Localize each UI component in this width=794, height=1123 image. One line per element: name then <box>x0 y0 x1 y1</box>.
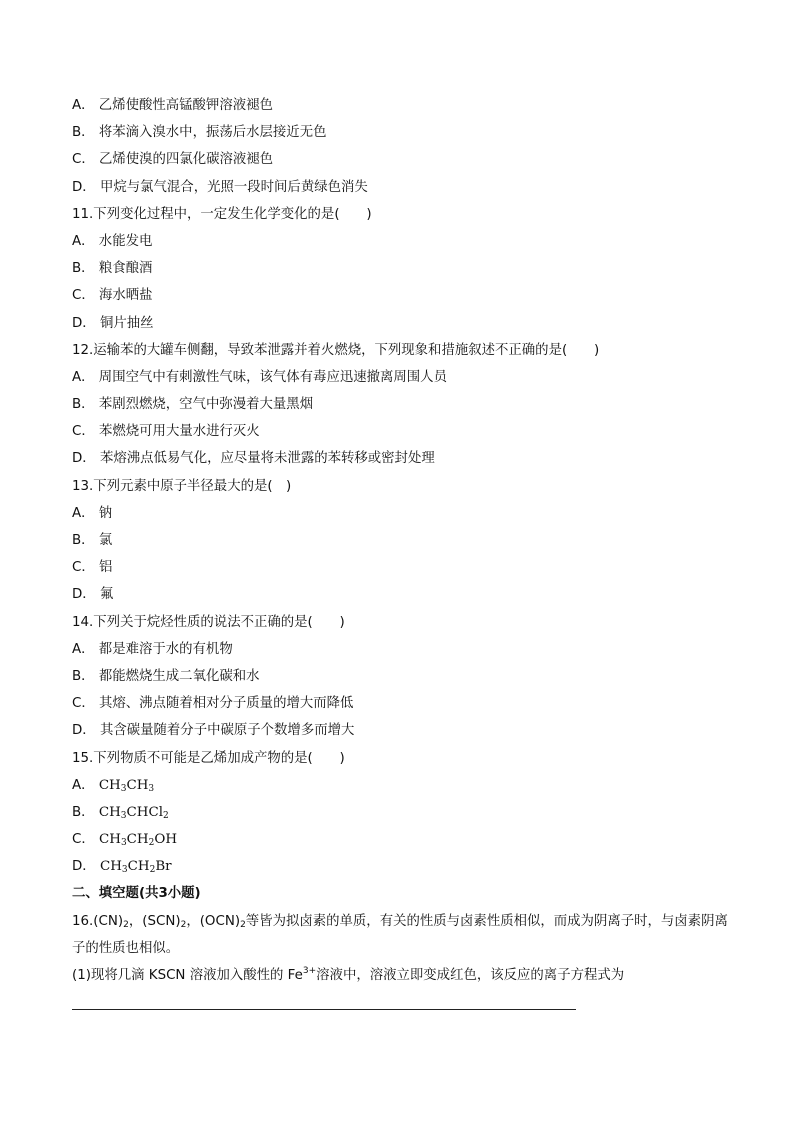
option-line: C． 海水晒盐 <box>72 288 153 304</box>
question-14: 14.下列关于烷烃性质的说法不正确的是( ) <box>72 614 345 630</box>
option-line: D． 氟 <box>72 587 114 603</box>
question-16: $16.(CN)_2$，$(SCN)_2$，$(OCN)_2$等皆为拟卤素的单质，有关的性质与卤素性质相似，而成为阴离子时，与卤素阴离子的性质也相似。 <box>72 913 728 956</box>
option-line: D． 铜片抽丝 <box>72 315 154 331</box>
option-line: A． 水能发电 <box>72 233 153 249</box>
section-title: 二、填空题(共3小题) <box>72 886 201 902</box>
option-line: B． 氯 <box>72 533 113 548</box>
option-line: B． 粮食酿酒 <box>72 261 153 277</box>
question-11: 11.下列变化过程中，一定发生化学变化的是( ) <box>72 206 372 222</box>
option-line: C． 其熔、沸点随着相对分子质量的增大而降低 <box>72 696 354 712</box>
question-16-part-1: (1)现将几滴 KSCN 溶液加入酸性的 $Fe^{3+}$溶液中，溶液立即变成红色，该反应的离子方程式为 <box>72 966 625 984</box>
question-15: 15.下列物质不可能是乙烯加成产物的是( ) <box>72 750 345 766</box>
option-line: A． 周围空气中有刺激性气味，该气体有毒应迅速撤离周围人员 <box>72 369 447 385</box>
option-line: D． 其含碳量随着分子中碳原子个数增多而增大 <box>72 723 355 739</box>
option-line: A． 都是难溶于水的有机物 <box>72 641 233 657</box>
option-line: C． 苯燃烧可用大量水进行灭火 <box>72 424 260 440</box>
option-line: C． 铝 <box>72 560 113 576</box>
option-line: A． 钠 <box>72 505 113 521</box>
option-line: B． 都能燃烧生成二氧化碳和水 <box>72 668 260 684</box>
text-line: C． 乙烯使溴的四氯化碳溶液褪色 <box>72 152 274 168</box>
text-line: B． 将苯滴入溴水中，振荡后水层接近无色 <box>72 125 327 141</box>
option-line: D． 苯熔沸点低易气化，应尽量将未泄露的苯转移或密封处理 <box>72 451 435 467</box>
text-line: A． 乙烯使酸性高锰酸钾溶液褪色 <box>72 98 273 113</box>
option-line: B． 苯剧烈燃烧，空气中弥漫着大量黑烟 <box>72 397 314 413</box>
text-line: D． 甲烷与氯气混合，光照一段时间后黄绿色消失 <box>72 179 368 195</box>
option-15-a: A． $CH_3CH_3$ <box>72 777 155 794</box>
option-15-c: C． $CH_3CH_2OH$ <box>72 832 177 849</box>
answer-blank-line[interactable] <box>72 1009 576 1010</box>
option-15-b: B． $CH_3CHCl_2$ <box>72 804 169 821</box>
question-12: 12.运输苯的大罐车侧翻，导致苯泄露并着火燃烧，下列现象和措施叙述不正确的是( ) <box>72 342 600 358</box>
document-content <box>72 92 732 989</box>
option-15-d: D． $CH_3CH_2Br$ <box>72 859 172 876</box>
question-13: 13.下列元素中原子半径最大的是( ) <box>72 478 292 494</box>
